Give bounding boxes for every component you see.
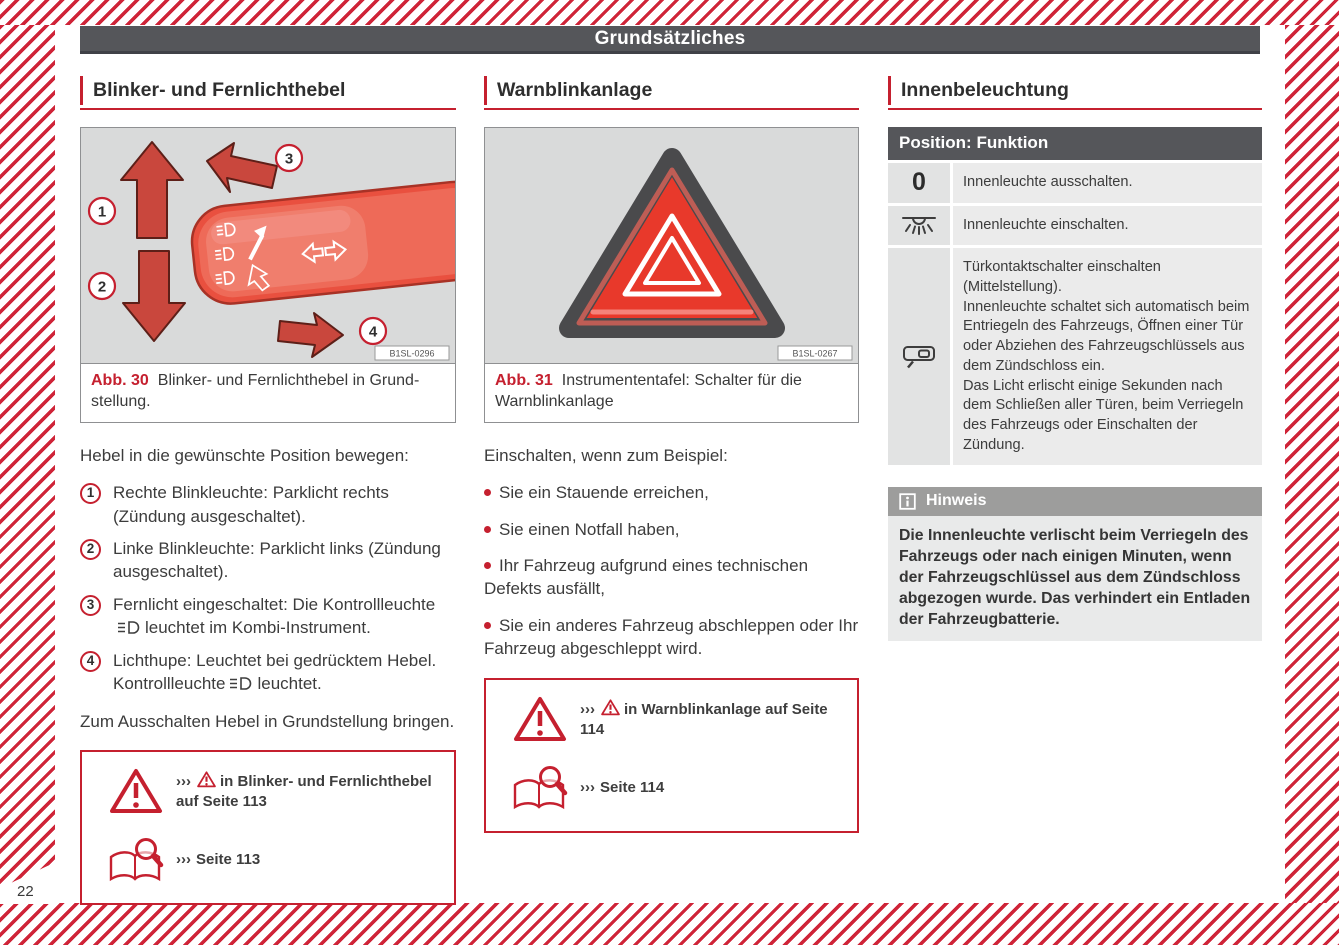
list-item: [484, 614, 859, 661]
callout-4: 4: [368, 323, 378, 341]
item-text: Sie einen Notfall haben,: [499, 519, 680, 539]
callout-1: 1: [97, 203, 107, 221]
reference-row: [500, 763, 843, 813]
circled-number: 4: [80, 651, 101, 672]
table-row: [888, 206, 1262, 246]
figure-31: [484, 127, 859, 423]
reference-text: [176, 850, 260, 870]
reference-row: [96, 835, 440, 885]
figure-caption-text: Blinker- und Fernlichthebel in Grundstellung.: [91, 372, 420, 410]
chevrons: ›››: [580, 700, 595, 718]
list-item: [80, 593, 456, 640]
figure-code: B1SL-0267: [792, 348, 838, 359]
reference-label: Seite 114: [600, 778, 665, 796]
table-row: [888, 248, 1262, 465]
chevrons: ›››: [580, 778, 595, 796]
book-magnifier-icon: [500, 763, 580, 813]
reference-row: [500, 696, 843, 743]
figure-number: Abb. 30: [91, 372, 149, 389]
chapter-band: [80, 26, 1260, 54]
intro-paragraph: Einschalten, wenn zum Beispiel:: [484, 445, 728, 465]
callout-2: 2: [97, 278, 107, 296]
warning-triangle-icon: [96, 768, 176, 815]
item-text: Rechte Blinkleuchte: Parklicht rechts (Zündung ausgeschaltet).: [113, 483, 389, 526]
bullet-list: [484, 481, 859, 661]
high-beam-icon: [117, 621, 141, 634]
note-title: Hinweis: [926, 492, 987, 510]
reference-text: [580, 699, 843, 741]
table-row: [888, 163, 1262, 203]
zero-label: 0: [912, 168, 926, 197]
reference-box: [80, 750, 456, 905]
warning-triangle-icon: [500, 696, 580, 743]
circled-number: 3: [80, 595, 101, 616]
item-text: Sie ein anderes Fahrzeug abschleppen oder Ihr Fahrzeug abgeschleppt wird.: [484, 615, 859, 659]
stalk-figure-image: [81, 128, 455, 363]
cell-line: Innenleuchte schaltet sich automatisch beim Entriegeln des Fahrzeugs, Öffnen einer Tür oder Abziehen des Fahrzeugschlüssels aus dem Zündschloss ein.: [963, 298, 1250, 374]
figure-30: [80, 127, 456, 423]
item-text: leuchtet.: [257, 674, 322, 694]
list-item: [484, 518, 859, 541]
figure-caption-text: Instrumententafel: Schalter für die Warnblinkanlage: [495, 372, 802, 410]
item-text: Lichthupe: Leuchtet bei gedrücktem Hebel. Kontrollleuchte: [113, 650, 437, 694]
frame-stripes-right: [1285, 25, 1339, 903]
section-heading: Blinker- und Fernlichthebel: [80, 76, 456, 105]
item-text: Sie ein Stauende erreichen,: [499, 483, 709, 503]
table-cell-text: Innenleuchte ausschalten.: [953, 163, 1262, 203]
figure-caption: [485, 363, 858, 422]
item-text: Fernlicht eingeschaltet: Die Kontrollleuchte: [113, 594, 436, 614]
section-body: [80, 444, 456, 734]
reference-text: [176, 771, 440, 813]
frame-stripes-top: [0, 0, 1339, 25]
item-text: leuchtet im Kombi-Instrument.: [145, 618, 371, 638]
info-icon: [899, 493, 916, 510]
callout-3: 3: [284, 150, 294, 168]
bullet-dot: [484, 526, 491, 533]
column-warnblinkanlage: [484, 76, 859, 833]
list-item: [80, 481, 456, 528]
page-number: 22: [17, 883, 34, 900]
reference-label: in Warnblinkanlage auf Seite 114: [580, 700, 828, 738]
frame-stripes-bottom: [0, 903, 1339, 945]
chevrons: ›››: [176, 772, 191, 790]
reference-label: Seite 113: [196, 851, 261, 868]
item-text: Linke Blinkleuchte: Parklicht links (Zündung ausgeschaltet).: [113, 538, 441, 582]
cell-line: Das Licht erlischt einige Sekunden nach dem Schließen aller Türen, beim Verriegeln des Fahrzeugs oder Einschalten der Zündung.: [963, 377, 1244, 453]
frame-stripes-left: [0, 25, 55, 903]
intro-paragraph: Hebel in die gewünschte Position bewegen:: [80, 445, 409, 465]
chevrons: ›››: [176, 851, 191, 868]
reference-box: [484, 678, 859, 833]
list-item: [80, 649, 456, 696]
outro-paragraph: Zum Ausschalten Hebel in Grundstellung bringen.: [80, 711, 455, 731]
reference-label: in Blinker- und Fernlichthebel auf Seite 113: [176, 772, 432, 811]
hinweis-note: [888, 487, 1262, 641]
figure-caption: [81, 363, 455, 422]
figure-code: B1SL-0296: [389, 348, 435, 359]
hazard-switch-image: [485, 128, 858, 363]
figure-number: Abb. 31: [495, 372, 553, 389]
section-body: [484, 444, 859, 661]
chapter-title: Grundsätzliches: [594, 27, 746, 49]
cell-line: Türkontaktschalter einschalten (Mittelstellung).: [963, 259, 1161, 296]
circled-number: 1: [80, 483, 101, 504]
section-heading: Innenbeleuchtung: [888, 76, 1262, 105]
warning-triangle-icon: [601, 699, 620, 716]
heading-rule: [80, 108, 456, 110]
book-magnifier-icon: [96, 835, 176, 885]
circled-number: 2: [80, 539, 101, 560]
position-function-table: [888, 127, 1262, 465]
position-zero-symbol: [888, 163, 950, 203]
warning-triangle-icon: [197, 771, 216, 788]
table-header: Position: Funktion: [888, 127, 1262, 160]
column-blinker: [80, 76, 456, 905]
list-item: [484, 554, 859, 601]
section-heading: Warnblinkanlage: [484, 76, 859, 105]
bullet-dot: [484, 622, 491, 629]
list-item: [80, 537, 456, 584]
reference-text: [580, 778, 664, 798]
interior-light-on-icon: [888, 206, 950, 246]
item-text: Ihr Fahrzeug aufgrund eines technischen Defekts ausfällt,: [484, 555, 809, 599]
table-cell-text: Innenleuchte einschalten.: [953, 206, 1262, 246]
door-contact-icon: [888, 248, 950, 465]
note-header: [888, 487, 1262, 516]
note-body: Die Innenleuchte verlischt beim Verriegeln des Fahrzeugs oder nach einigen Minuten, wenn der Fahrzeugschlüssel aus dem Zündschloss abgezogen wurde. Das verhindert ein Entladen der Fahrzeugbatterie.: [888, 516, 1262, 641]
heading-rule: [888, 108, 1262, 110]
bullet-dot: [484, 489, 491, 496]
high-beam-icon: [229, 677, 253, 690]
column-innenbeleuchtung: [888, 76, 1262, 641]
heading-rule: [484, 108, 859, 110]
bullet-dot: [484, 562, 491, 569]
list-item: [484, 481, 859, 504]
table-cell-text: [953, 248, 1262, 465]
numbered-list: [80, 481, 456, 696]
reference-row: [96, 768, 440, 815]
